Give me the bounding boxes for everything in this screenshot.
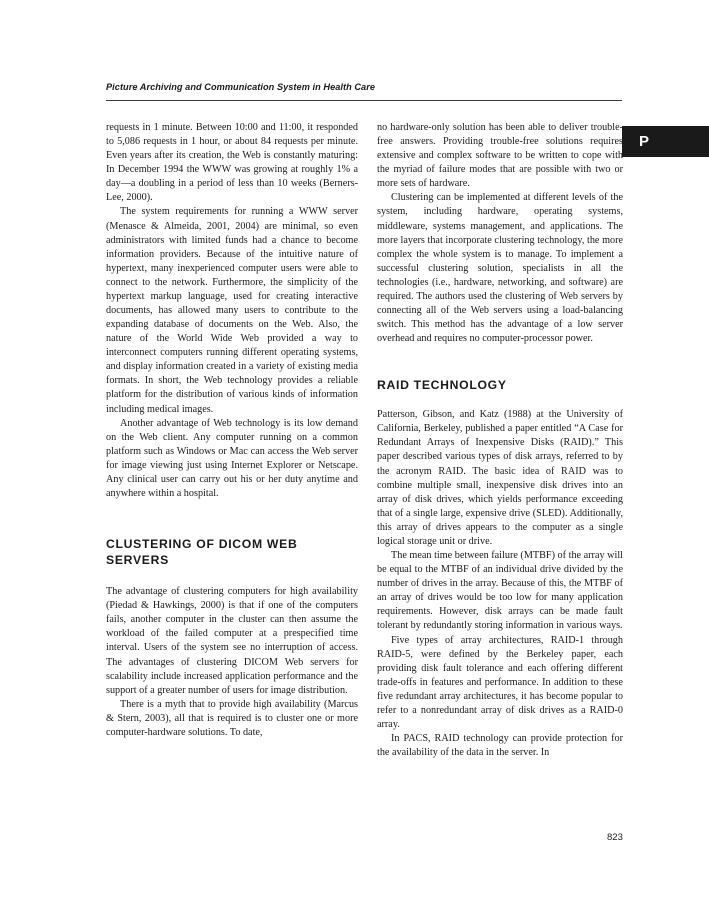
right-column (377, 121, 623, 760)
running-header-title: Picture Archiving and Communication System in Health Care (106, 82, 376, 92)
paragraph: requests in 1 minute. Between 10:00 and 11:00, it responded to 5,086 requests in 1 hour, or about 84 requests per minute. Even years after its creation, the Web is constantly maturing: In December 1994 the WWW was growing at roughly 1% a day—a doubling in a period of less than 10 weeks (Berners-Lee, 2000). (106, 122, 358, 204)
paragraph: Another advantage of Web technology is its low demand on the Web client. Any computer running on a common platform such as Windows or Mac can access the Web server for image viewing just using Internet Explorer or Netscape. Any clinical user can carry out his or her duty anytime and anywhere within a hospital. (106, 417, 358, 500)
paragraph: The advantage of clustering computers for high availability (Piedad & Hawkings, 2000) is that if one of the computers fails, another computer in the cluster can then assume the workload of the failed computer at a prespecified time interval. Users of the system see no interruption of access. The advantages of clustering DICOM Web servers for scalability include increased application performance and the support of a greater number of users for image distribution. (106, 586, 358, 696)
paragraph: There is a myth that to provide high availability (Marcus & Stern, 2003), all that is required is to cluster one or more computer-hardware solutions. To date, (106, 698, 358, 738)
paragraph: The system requirements for running a WWW server (Menasce & Almeida, 2001, 2004) are minimal, so even administrators with limited funds had a chance to become information providers. Because of the intuitive nature of hypertext, many inexperienced computer users were able to connect to the network. Furthermore, the simplicity of the hypertext markup language, used for creating interactive documents, has allowed many users to contribute to the expanding database of documents on the Web. Also, the nature of the World Wide Web provided a way to interconnect computers running different operating systems, and display information created in a variety of existing media formats. In short, the Web technology provides a reliable platform for the distribution of various kinds of information including medical images. (106, 206, 358, 415)
paragraph: no hardware-only solution has been able to deliver trouble-free answers. Providing trouble-free solutions requires extensive and complex software to be written to cope with the myriad of failure modes that are possible with two or more sets of hardware. (377, 122, 623, 190)
page-number: 823 (607, 832, 623, 843)
paragraph: Clustering can be implemented at different levels of the system, including hardware, operating systems, middleware, systems management, and applications. The more layers that incorporate clustering technology, the more complex the whole system is to manage. To implement a successful clustering solution, specialists in all the technologies (i.e., hardware, networking, and software) are required. The authors used the clustering of Web servers by connecting all of the Web servers using a load-balancing switch. This method has the advantage of a low server overhead and requires no computer-processor power. (377, 192, 623, 345)
paragraph: Patterson, Gibson, and Katz (1988) at the University of California, Berkeley, published a paper entitled “A Case for Redundant Arrays of Inexpensive Disks (RAID).” This paper described various types of disk arrays, referred to by the acronym RAID. The basic idea of RAID was to combine multiple small, inexpensive disk drives into an array of disk drives, which yields performance exceeding that of a single large, expensive drive (SLED). Additionally, this array of drives appears to the computer as a single logical storage unit or drive. (377, 409, 623, 547)
paragraph: The mean time between failure (MTBF) of the array will be equal to the MTBF of an individual drive divided by the number of drives in the array. Because of this, the MTBF of an array of drives would be too low for many application requirements. However, disk arrays can be made fault tolerant by redundantly storing information in various ways. (377, 550, 623, 632)
paragraph: In PACS, RAID technology can provide protection for the availability of the data in the server. In (377, 733, 623, 759)
paragraph: Five types of array architectures, RAID-1 through RAID-5, were defined by the Berkeley paper, each providing disk fault tolerance and each offering different trade-offs in features and performance. In addition to these five redundant array architectures, it has become popular to refer to a nonredundant array of disk drives as a RAID-0 array. (377, 634, 623, 730)
header-divider (106, 100, 622, 101)
left-column (106, 121, 358, 740)
section-heading-clustering: CLUSTERING OF DICOM WEB SERVERS (106, 537, 298, 568)
section-heading-raid: RAID TECHNOLOGY (377, 378, 507, 393)
section-thumb-tab: P (622, 126, 709, 157)
